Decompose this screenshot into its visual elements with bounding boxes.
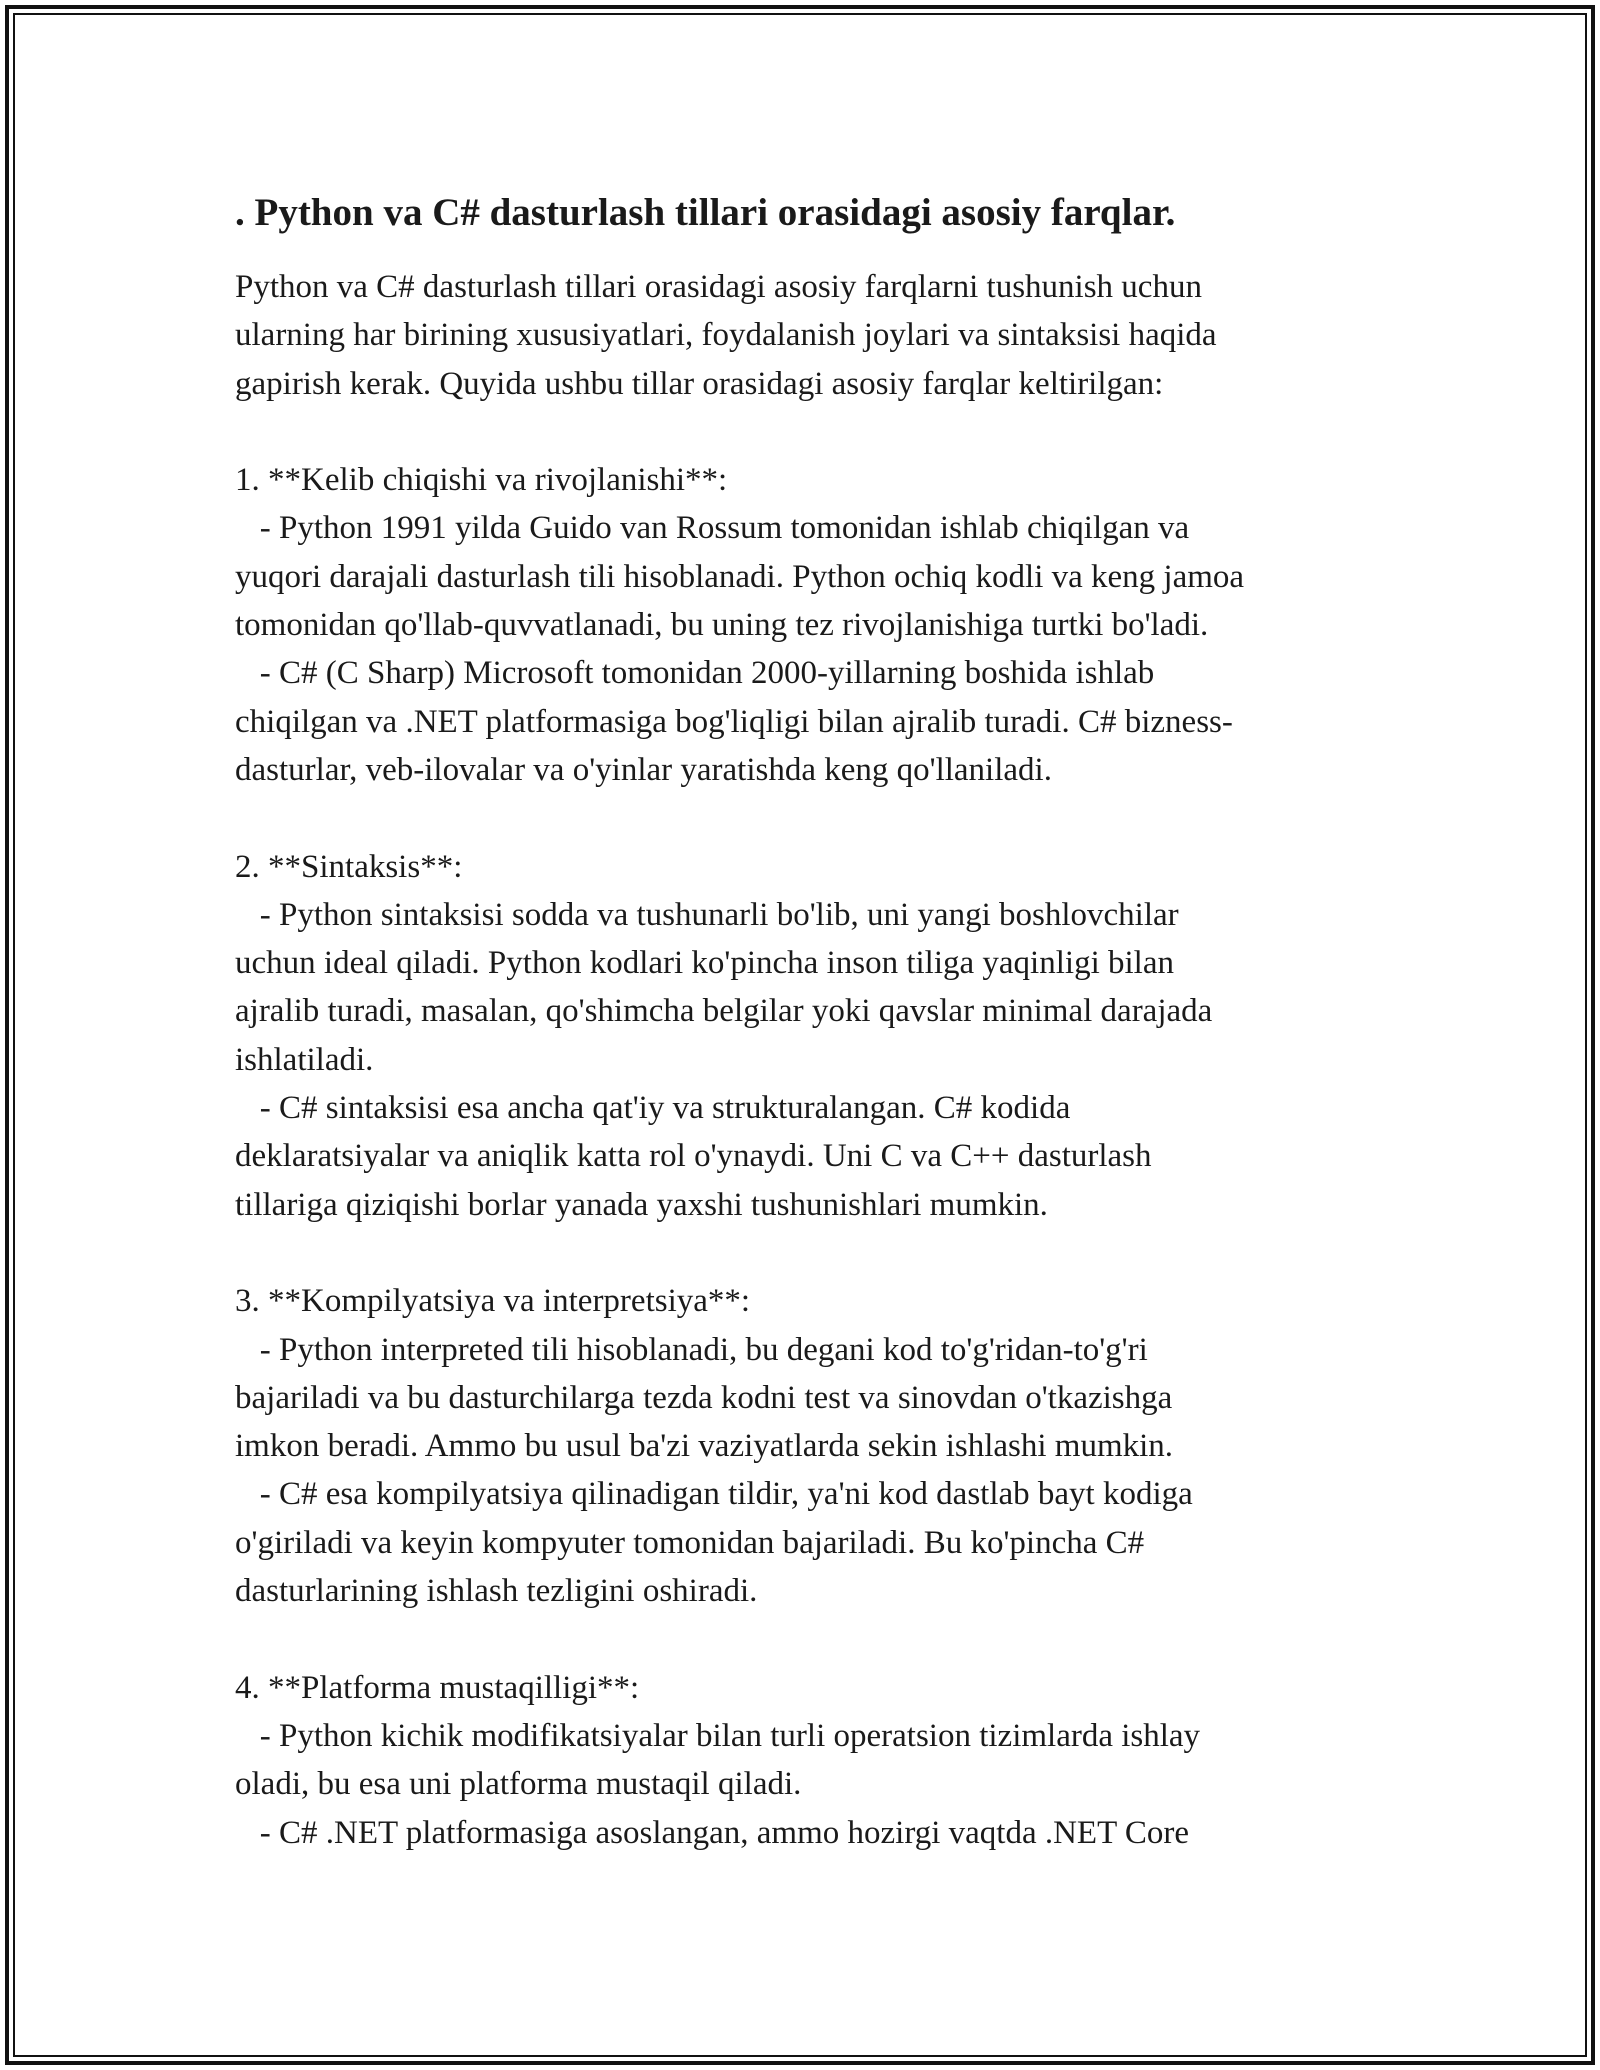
- document-title: . Python va C# dasturlash tillari orasidagi asosiy farqlar.: [235, 191, 1176, 234]
- text-line: Python va C# dasturlash tillari orasidagi asosiy farqlarni tushunish uchun: [235, 269, 1202, 305]
- text-line: 1. **Kelib chiqishi va rivojlanishi**:: [235, 462, 728, 499]
- text-line: 2. **Sintaksis**:: [235, 848, 463, 885]
- text-line: gapirish kerak. Quyida ushbu tillar orasidagi asosiy farqlar keltirilgan:: [235, 365, 1164, 402]
- text-line: [235, 1615, 1375, 1663]
- text-line: - Python interpreted tili hisoblanadi, bu degani kod to'g'ridan-to'g'ri: [235, 1331, 1148, 1368]
- text-line: uchun ideal qiladi. Python kodlari ko'pincha inson tiliga yaqinligi bilan: [235, 945, 1174, 982]
- text-line: - Python 1991 yilda Guido van Rossum tomonidan ishlab chiqilgan va: [235, 510, 1190, 547]
- text-line: 3. **Kompilyatsiya va interpretsiya**:: [235, 1283, 751, 1320]
- text-line: bajariladi va bu dasturchilarga tezda kodni test va sinovdan o'tkazishga: [235, 1379, 1173, 1416]
- text-line: ajralib turadi, masalan, qo'shimcha belgilar yoki qavslar minimal darajada: [235, 993, 1213, 1030]
- text-line: 4. **Platforma mustaqilligi**:: [235, 1669, 640, 1706]
- text-line: tomonidan qo'llab-quvvatlanadi, bu uning tez rivojlanishiga turtki bo'ladi.: [235, 607, 1209, 644]
- text-line: deklaratsiyalar va aniqlik katta rol o'ynaydi. Uni C va C++ dasturlash: [235, 1138, 1152, 1175]
- text-line: yuqori darajali dasturlash tili hisoblanadi. Python ochiq kodli va keng jamoa: [235, 558, 1245, 595]
- text-line: oladi, bu esa uni platforma mustaqil qiladi.: [235, 1766, 802, 1803]
- document-body: [235, 185, 1375, 1857]
- text-line: [235, 1229, 1375, 1277]
- text-line: o'giriladi va keyin kompyuter tomonidan bajariladi. Bu ko'pincha C#: [235, 1524, 1145, 1561]
- text-line: chiqilgan va .NET platformasiga bog'liqligi bilan ajralib turadi. C# bizness-: [235, 703, 1233, 740]
- text-line: [235, 794, 1375, 842]
- text-line: dasturlarining ishlash tezligini oshiradi.: [235, 1573, 758, 1610]
- document-text: [235, 263, 1375, 1857]
- text-line: - Python sintaksisi sodda va tushunarli bo'lib, uni yangi boshlovchilar: [235, 896, 1179, 933]
- text-line: - C# .NET platformasiga asoslangan, ammo hozirgi vaqtda .NET Core: [235, 1814, 1190, 1851]
- text-line: - C# (C Sharp) Microsoft tomonidan 2000-yillarning boshida ishlab: [235, 655, 1155, 692]
- text-line: [235, 408, 1375, 456]
- text-line: - C# esa kompilyatsiya qilinadigan tildir, ya'ni kod dastlab bayt kodiga: [235, 1476, 1193, 1513]
- text-line: dasturlar, veb-ilovalar va o'yinlar yaratishda keng qo'llaniladi.: [235, 751, 1052, 788]
- text-line: tillariga qiziqishi borlar yanada yaxshi tushunishlari mumkin.: [235, 1186, 1048, 1223]
- text-line: - Python kichik modifikatsiyalar bilan turli operatsion tizimlarda ishlay: [235, 1717, 1201, 1754]
- text-line: ishlatiladi.: [235, 1041, 374, 1078]
- text-line: imkon beradi. Ammo bu usul ba'zi vaziyatlarda sekin ishlashi mumkin.: [235, 1428, 1174, 1465]
- text-line: - C# sintaksisi esa ancha qat'iy va strukturalangan. C# kodida: [235, 1090, 1071, 1127]
- text-line: ularning har birining xususiyatlari, foydalanish joylari va sintaksisi haqida: [235, 317, 1217, 354]
